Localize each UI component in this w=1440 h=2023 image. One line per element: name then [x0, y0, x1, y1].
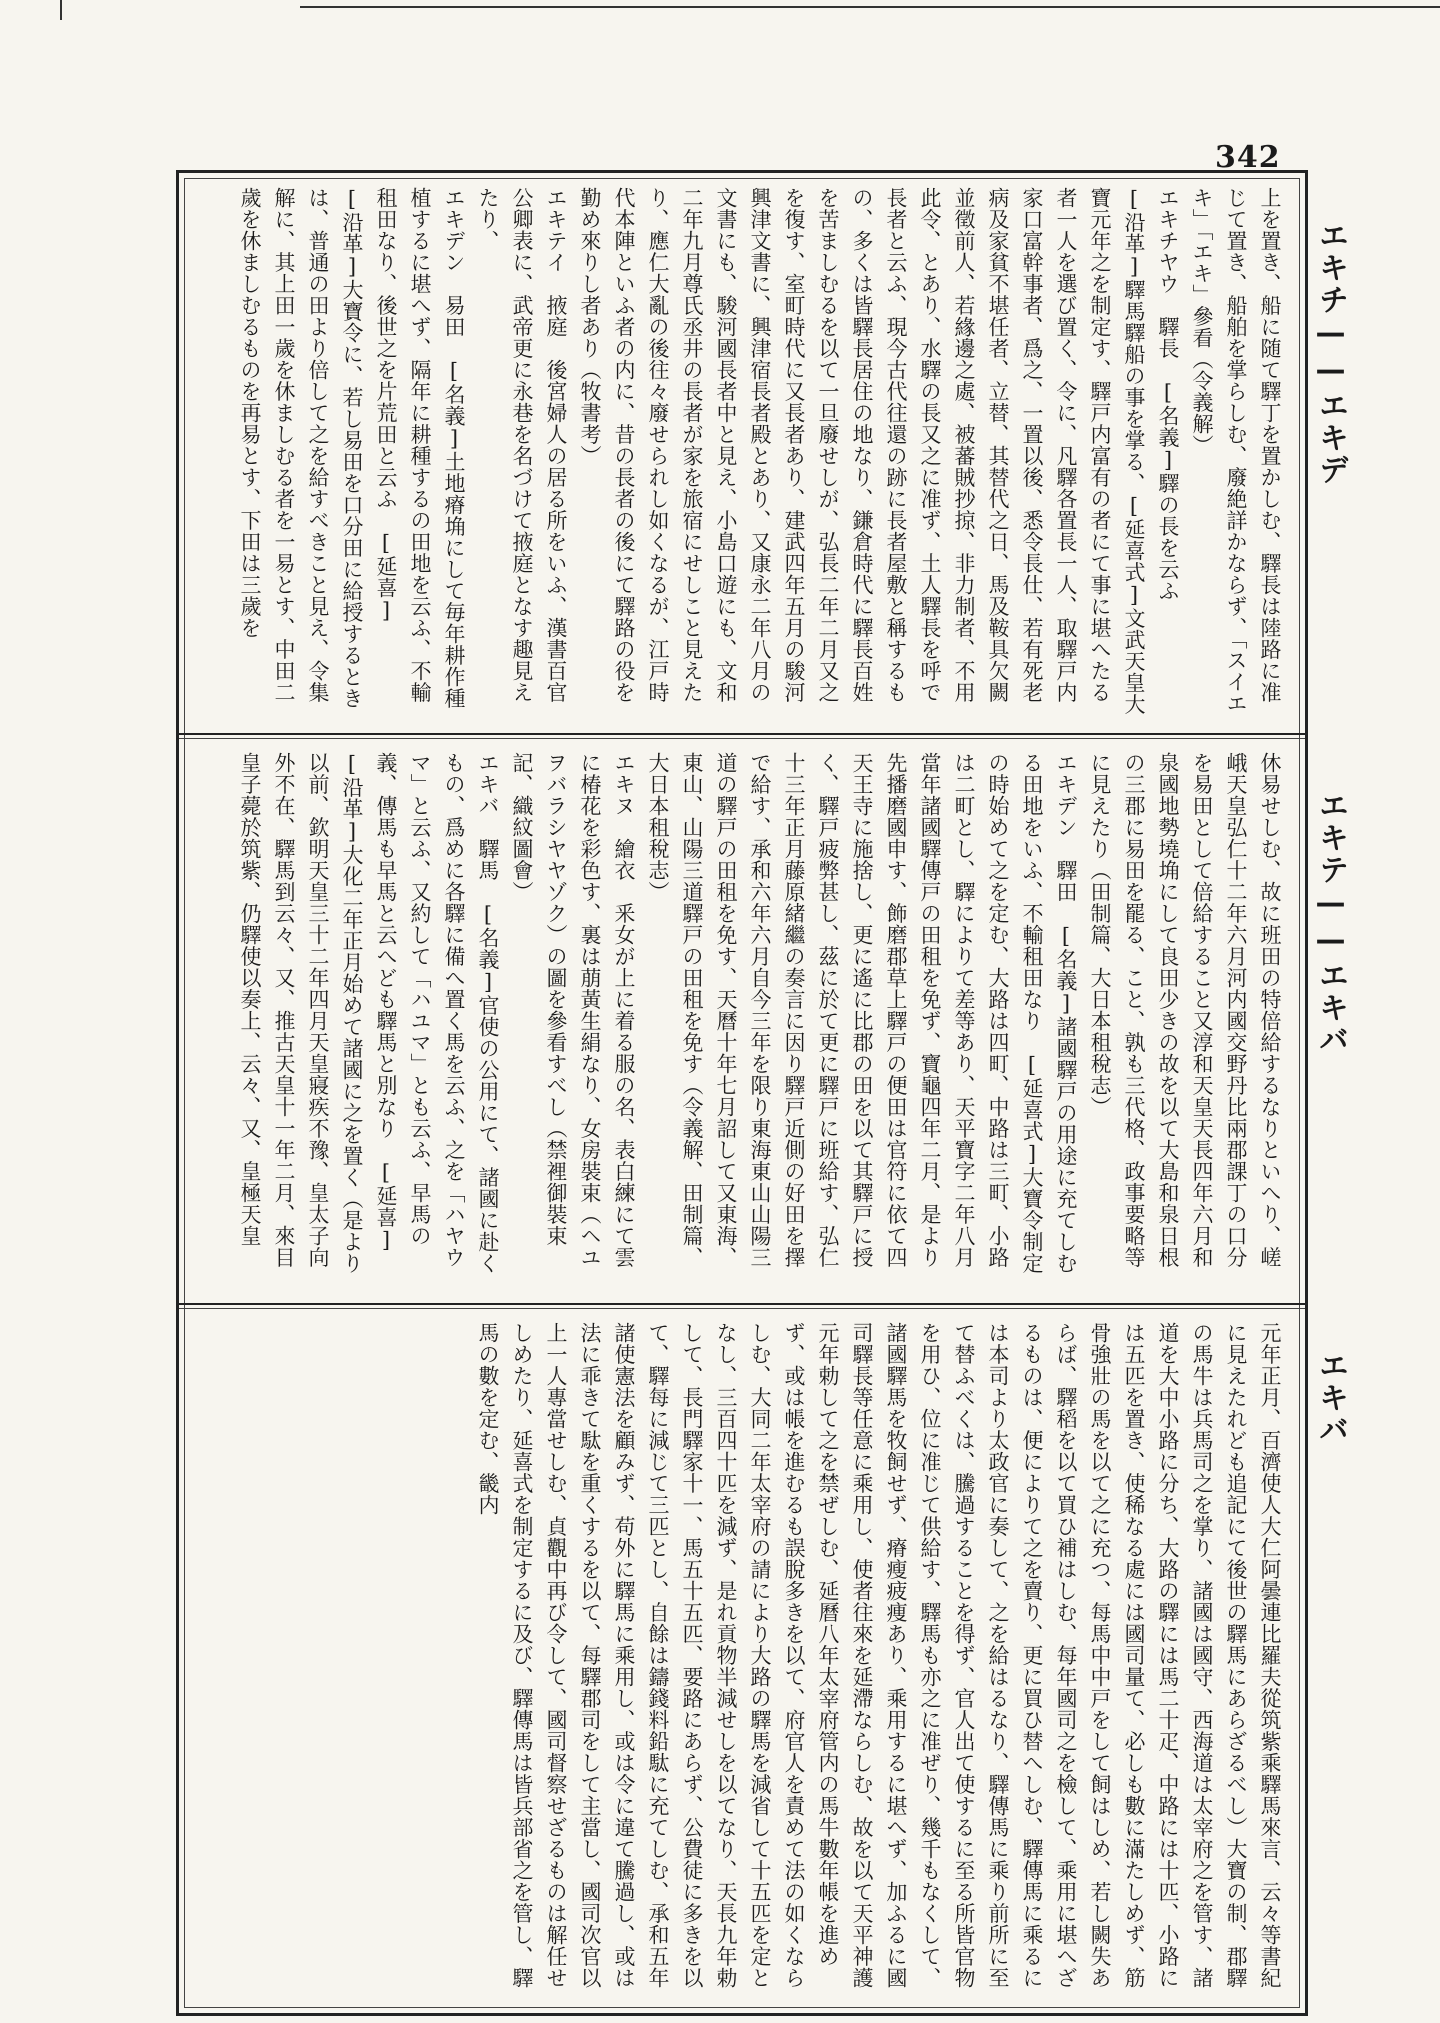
text-line: [沿革]大寶令に、若し易田を口分田に給授するときは、普通の田より倍して之を給すべきこと見え、令集解に、其上田一歲を休ましむる者を一易とす、中田二歲を休ましむるものを再易とす、下田は三歲を — [238, 187, 364, 709]
running-head-1: エキチ——エキデ — [1313, 220, 1348, 486]
top-corner-mark — [0, 0, 62, 20]
entry-ekiba: エキバ 驛馬 [名義]官使の公用にて、諸國に赴くもの、爲めに各驛に備へ置く馬を云ふ、之を「ハヤウマ」と云ふ、又約して「ハユマ」とも云ふ、早馬の義、傳馬も早馬と云へども驛馬と別なり [延喜] — [374, 752, 500, 1274]
text-line: [沿革]驛馬驛船の事を掌る、[延喜式]文武天皇大寶元年之を制定す、驛戸内富有の者にて事に堪へたる者一人を選び置く、令に、凡驛各置長一人、取驛戸内家口富幹事者、爲之、一置以後、悉令長仕、若有死老病及家貧不堪任者、立替、其替代之日、馬及鞍具欠闕並徵前人、若緣邊之處、被蕃賊抄掠、非力制者、不用此令、とあり、水驛の長又之に准ず、土人驛長を呼で長者と云ふ、現今古代往還の跡に長者屋敷と稱するもの、多くは皆驛長居住の地なり、鎌倉時代に驛長百姓を苦ましむるを以て一旦廢せしが、弘長二年二月又之を復す、室町時代に又長者あり、建武四年五月の駿河興津文書に、興津宿長者殿とあり、又康永二年八月の文書にも、駿河國長者中と見え、小島口遊にも、文和二年九月尊氏丞井の長者が家を旅宿にせしこと見えたり、應仁大亂の後往々廢せられし如くなるが、江戸時代本陣といふ者の内に、昔の長者の後にて驛路の役を勤め來りし者あり（牧書考） — [578, 187, 1146, 715]
text-band-top — [179, 173, 1305, 733]
page-frame — [176, 170, 1308, 2016]
section-divider — [179, 733, 1305, 735]
entry-ekitei: エキテイ 掖庭 後宮婦人の居る所をいふ、漢書百官公卿表に、武帝更に永巷を名づけて掖庭となす趣見えたり、 — [476, 187, 568, 703]
vertical-text-block — [197, 1322, 1287, 1994]
text-line: 上を置き、船に随て驛丁を置かしむ、驛長は陸路に准じて置き、船舶を掌らしむ、廢絶詳かならず、「スイエキ」「エキ」參看（令義解） — [1190, 187, 1282, 714]
text-line: [沿革]大化二年正月始めて諸國に之を置く（是より以前、欽明天皇三十二年四月天皇寢疾不豫、皇太子向外不在、驛馬到云々、又、推古天皇十一年二月、來目皇子薨於筑紫、仍驛使以奏上、云々、又、皇極天皇 — [238, 752, 364, 1274]
entry-ekiden-easy: エキデン 易田 [名義]土地瘠埆にして毎年耕作種植するに堪へず、隔年に耕種するの田地を云ふ、不輸租田なり、後世之を片荒田と云ふ [延喜] — [374, 187, 466, 709]
top-rule — [300, 0, 1440, 8]
section-divider — [179, 1303, 1305, 1305]
vertical-text-block — [197, 187, 1287, 719]
entry-ekiden-post: エキデン 驛田 [名義]諸國驛戸の用途に充てしむる田地をいふ、不輸租田なり [延喜式]大寶令制定の時始めて之を定む、大路は四町、中路は三町、小路は二町とし、驛によりて差等あり、天平寶字二年八月當年諸國驛傳戸の田租を免ず、寶龜四年二月、是より先播磨國申す、飾磨郡草上驛戸の便田は官符に依て四天王寺に施捨し、更に遙に比郡の田を以て其驛戸に授く、驛戸疲弊甚し、茲に於て更に驛戸に班給す、弘仁十三年正月藤原緒繼の奏言に因り驛戸近側の好田を擇で給す、承和六年六月自今三年を限り東海東山山陽三道の驛戸の田租を免す、天曆十年七月詔して又東海、東山、山陽三道驛戸の田租を免す（令義解、田制篇、大日本租稅志） — [646, 752, 1078, 1274]
text-band-bottom — [179, 1308, 1305, 2008]
entry-ekichou: エキチヤウ 驛長 [名義]驛の長を云ふ — [1156, 187, 1180, 602]
running-head-2: エキテ——エキバ — [1313, 790, 1348, 1056]
running-head-3: エキバ — [1313, 1350, 1348, 1446]
text-band-middle — [179, 738, 1305, 1303]
text-line: 休易せしむ、故に班田の特倍給するなりといへり、嵯峨天皇弘仁十二年六月河内國交野丹比兩郡課丁の口分を易田として倍給すること又淳和天皇天長四年六月和泉國地勢墝埆にして良田少きの故を以て大島和泉日根の三郡に易田を罷る、こと、孰も三代格、政事要略等に見えたり（田制篇、大日本租稅志） — [1088, 752, 1282, 1268]
vertical-text-block — [197, 752, 1287, 1289]
entry-ekinu: エキヌ 繪衣 釆女が上に着る服の名、表白練にて雲に椿花を彩色す、裏は萠黃生絹なり、女房裝束（ヘユヲバラシヤヤゾク）の圖を參看すべし（禁裡御裝束記、織紋圖會） — [510, 752, 636, 1268]
page-number: 342 — [1215, 140, 1281, 175]
text-line: 元年正月、百濟使人大仁阿曇連比羅夫從筑紫乘驛馬來言、云々等書紀に見えたれども追記にて後世の驛馬にあらざるべし）大寶の制、郡驛の馬牛は兵馬司之を掌り、諸國は國守、西海道は太宰府之を管す、諸道を大中小路に分ち、大路の驛には馬二十疋、中路には十匹、小路には五匹を置き、使稀なる處には國司量て、必しも數に滿たしめず、筋骨強壯の馬を以て之に充つ、每馬中中戸をして飼はしめ、若し闕失あらば、驛稻を以て買ひ補はしむ、每年國司之を檢して、乘用に堪へざるものは、便によりて之を賣り、更に買ひ替へしむ、驛傳馬に乘るには本司より太政官に奏して、之を給はるなり、驛傳馬に乘り前所に至て替ふべくは、騰過することを得ず、官人出て使するに至る所皆官物を用ひ、位に准じて供給す、驛馬も亦之に准ぜり、幾千もなくして、諸國驛馬を牧飼せず、瘠瘦疲痩あり、乘用するに堪へず、加ふるに國司驛長等任意に乘用し、使者往來を延滯ならしむ、故を以て天平神護元年勅して之を禁ぜしむ、延曆八年太宰府管内の馬牛數年帳を進めず、或は帳を進むるも誤脫多きを以て、府官人を責めて法の如くならしむ、大同二年太宰府の請により大路の驛馬を減省して十五匹を定となし、三百四十匹を減ず、是れ貢物半減せしを以てなり、天長九年勅して、長門驛家十一、馬五十五匹、要路にあらず、公費徒に多きを以て、驛每に減じて三匹とし、自餘は鑄錢料鉛駄に充てしむ、承和五年諸使憲法を顧みず、苟外に驛馬に乘用し、或は令に違て騰過し、或は法に乖きて駄を重くするを以て、每驛郡司をして主當し、國司次官以上一人專當せしむ、貞觀中再び令して、國司督察せざるものは解任せしめたり、延喜式を制定するに及び、驛傳馬は皆兵部省之を管し、驛馬の數を定む、畿内 — [476, 1322, 1282, 1989]
